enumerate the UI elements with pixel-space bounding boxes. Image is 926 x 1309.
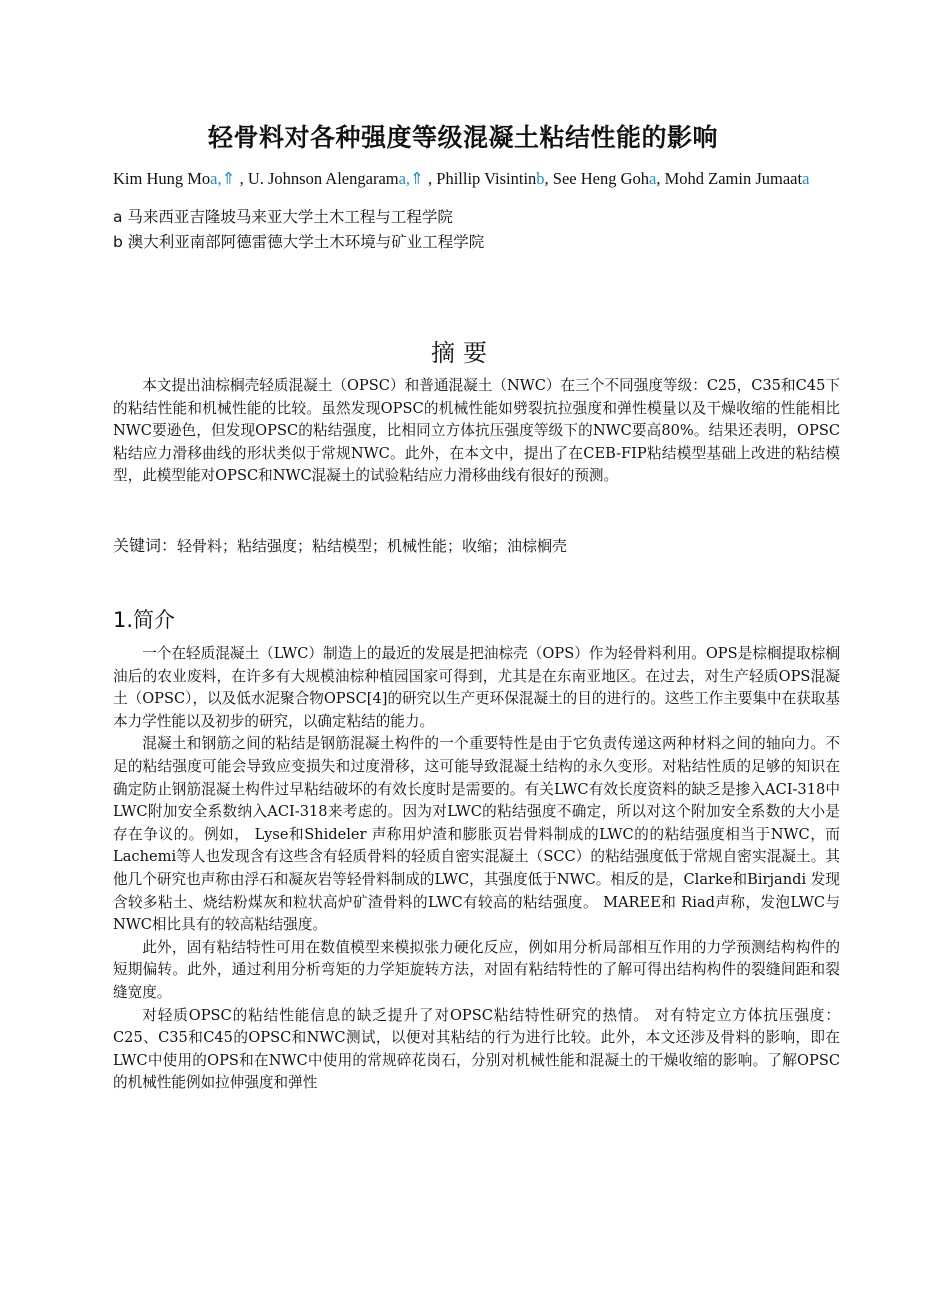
author-affiliation-mark: a,⇑ [398, 169, 424, 188]
body-paragraph: 此外，固有粘结特性可用在数值模型来模拟张力硬化反应，例如用分析局部相互作用的力学预测结构构件的短期偏转。此外，通过利用分析弯矩的力学矩旋转方法，对固有粘结特性的了解可得出结构构件的裂缝间距和裂缝宽度。 [113, 938, 840, 1001]
author-name: , Mohd Zamin Jumaat [656, 169, 803, 188]
author-affiliation-mark: a [649, 169, 657, 188]
section-heading-introduction: 1.简介 [113, 608, 176, 632]
keywords-label: 关键词： [113, 536, 178, 555]
introduction-body [113, 643, 840, 1095]
author-affiliation-mark: a,⇑ [210, 169, 236, 188]
abstract-body [113, 375, 840, 488]
body-paragraph: 一个在轻质混凝土（LWC）制造上的最近的发展是把油棕壳（OPS）作为轻骨料利用。OPS是棕榈提取棕榈油后的农业废料，在许多有大规模油棕种植园国家可得到，尤其是在东南亚地区。在过去，对生产轻质OPS混凝土（OPSC），以及低水泥聚合物OPSC[4]的研究以生产更环保混凝土的目的进行的。这些工作主要集中在获取基本力学性能以及初步的研究，以确定粘结的能力。 [113, 645, 840, 730]
body-paragraph: 混凝土和钢筋之间的粘结是钢筋混凝土构件的一个重要特性是由于它负责传递这两种材料之间的轴向力。不足的粘结强度可能会导致应变损失和过度滑移，这可能导致混凝土结构的永久变形。对粘结性质的足够的知识在确定防止钢筋混凝土构件过早粘结破坏的有效长度时是需要的。有关LWC有效长度资料的缺乏是掺入ACI-318中LWC附加安全系数纳入ACI-318来考虑的。因为对LWC的粘结强度不确定，所以对这个附加安全系数的大小是存在争议的。例如， Lyse和Shideler 声称用炉渣和膨胀页岩骨料制成的LWC的的粘结强度相当于NWC，而Lachemi等人也发现含有这些含有轻质骨料的轻质自密实混凝土（SCC）的粘结强度低于常规自密实混凝土。其他几个研究也声称由浮石和凝灰岩等轻骨料制成的LWC，其强度低于NWC。相反的是，Clarke和Birjandi 发现含较多粘土、烧结粉煤灰和粒状高炉矿渣骨料的LWC有较高的粘结强度。 MAREE和 Riad声称，发泡LWC与NWC相比具有的较高粘结强度。 [113, 735, 840, 934]
author-affiliation-mark: b [536, 169, 545, 188]
affiliation-b: b 澳大利亚南部阿德雷德大学土木环境与矿业工程学院 [113, 233, 485, 251]
keywords-line [113, 535, 853, 557]
author-affiliation-mark: a [802, 169, 810, 188]
author-list [113, 170, 858, 187]
paper-title: 轻骨料对各种强度等级混凝土粘结性能的影响 [207, 123, 718, 152]
author-name: , See Heng Goh [544, 169, 650, 188]
author-name: , U. Johnson Alengaram [235, 169, 399, 188]
abstract-paragraph: 本文提出油棕榈壳轻质混凝土（OPSC）和普通混凝土（NWC）在三个不同强度等级：C25，C35和C45下的粘结性能和机械性能的比较。虽然发现OPSC的机械性能如劈裂抗拉强度和弹性模量以及干燥收缩的性能相比NWC要逊色，但发现OPSC的粘结强度，比相同立方体抗压强度等级下的NWC要高80%。结果还表明，OPSC粘结应力滑移曲线的形状类似于常规NWC。此外，在本文中，提出了在CEB-FIP粘结模型基础上改进的粘结模型，此模型能对OPSC和NWC混凝土的试验粘结应力滑移曲线有很好的预测。 [113, 377, 840, 485]
keywords-list: 轻骨料；粘结强度；粘结模型；机械性能；收缩；油棕榈壳 [177, 537, 568, 555]
author-name: , Phillip Visintin [423, 169, 537, 188]
body-paragraph: 对轻质OPSC的粘结性能信息的缺乏提升了对OPSC粘结特性研究的热情。 对有特定立方体抗压强度：C25、C35和C45的OPSC和NWC测试，以便对其粘结的行为进行比较。此外，本文还涉及骨料的影响，即在LWC中使用的OPS和在NWC中使用的常规碎花岗石，分别对机械性能和混凝土的干燥收缩的影响。了解OPSC的机械性能例如拉伸强度和弹性 [113, 1006, 840, 1092]
author-name: Kim Hung Mo [113, 169, 211, 188]
abstract-heading: 摘要 [431, 339, 495, 367]
affiliation-a: a 马来西亚吉隆坡马来亚大学土木工程与工程学院 [113, 208, 453, 226]
